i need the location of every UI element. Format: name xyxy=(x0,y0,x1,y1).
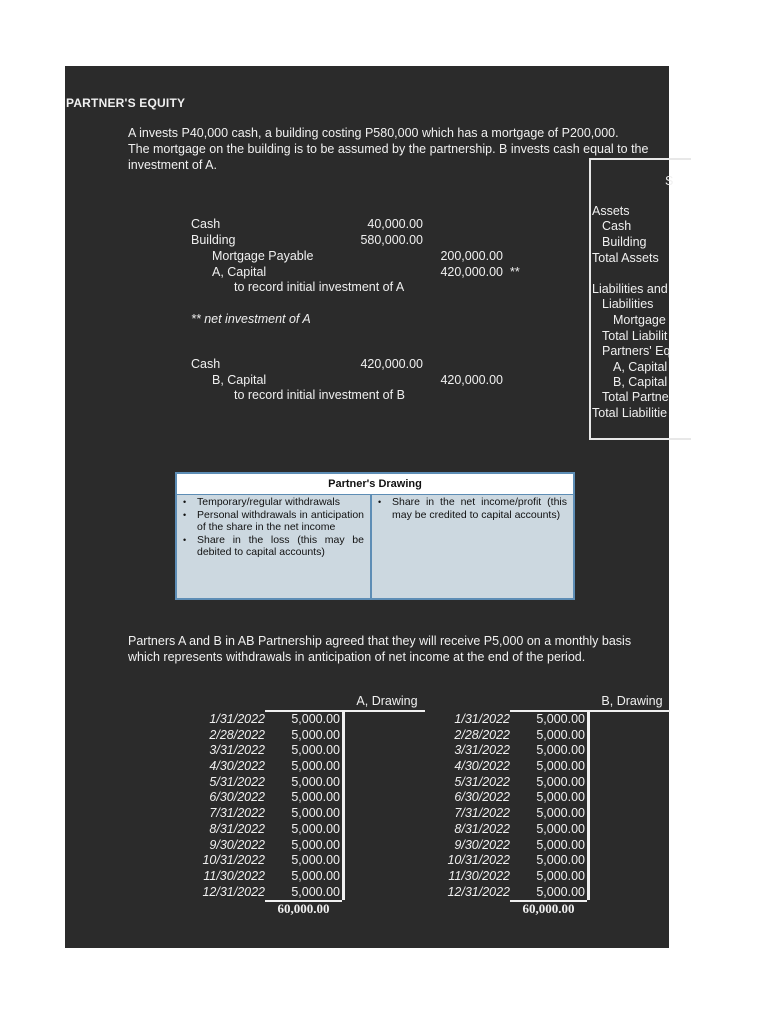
t-account-amount: 5,000.00 xyxy=(536,821,585,836)
intro-line-1: A invests P40,000 cash, a building costing P580,000 which has a mortgage of P200,000. xyxy=(128,126,619,140)
t-account-date: 8/31/2022 xyxy=(454,821,510,836)
t-account-date: 9/30/2022 xyxy=(454,837,510,852)
journal-account: Mortgage Payable xyxy=(212,249,314,263)
t-account-date: 2/28/2022 xyxy=(454,727,510,742)
t-account-date: 7/31/2022 xyxy=(209,806,265,821)
drawing-table-header: Partner's Drawing xyxy=(177,474,573,495)
bs-line: Assets xyxy=(592,204,630,218)
partners-drawing-table xyxy=(175,472,575,600)
t-account-amount: 5,000.00 xyxy=(291,774,340,789)
journal-account: B, Capital xyxy=(212,373,267,387)
t-account-amount: 5,000.00 xyxy=(291,868,340,883)
t-account-date: 11/30/2022 xyxy=(448,868,510,883)
intro-line-3: investment of A. xyxy=(128,158,217,172)
journal-footnote: ** net investment of A xyxy=(191,312,311,326)
t-account-date: 12/31/2022 xyxy=(202,884,265,899)
t-account-date: 6/30/2022 xyxy=(454,790,510,805)
withdrawals-line-1: Partners A and B in AB Partnership agreed that they will receive P5,000 on a monthly basis xyxy=(128,634,632,648)
t-account-date: 1/31/2022 xyxy=(454,712,510,726)
t-account-date: 5/31/2022 xyxy=(454,774,510,789)
t-account-date: 11/30/2022 xyxy=(203,868,265,883)
drawing-item: • Share in the loss (this may be debited to capital accounts) xyxy=(197,534,364,559)
balance-sheet-box xyxy=(589,158,691,440)
t-account-date: 9/30/2022 xyxy=(209,837,265,852)
t-account-amount: 5,000.00 xyxy=(536,759,585,774)
bs-line: Liabilities and xyxy=(592,282,668,296)
t-account-date: 10/31/2022 xyxy=(447,853,510,868)
t-account-title: B, Drawing xyxy=(601,694,663,708)
t-account-amount: 5,000.00 xyxy=(291,853,340,868)
t-account-amount: 5,000.00 xyxy=(536,806,585,821)
bs-line: A, Capital xyxy=(613,360,668,374)
t-account-amount: 5,000.00 xyxy=(536,837,585,852)
t-account-date: 7/31/2022 xyxy=(454,806,510,821)
t-account-date: 3/31/2022 xyxy=(454,743,510,758)
intro-line-2: The mortgage on the building is to be assumed by the partnership. B invests cash equal to the xyxy=(128,142,649,156)
bs-line: Total Liabilit xyxy=(602,329,668,343)
t-account-center-rule xyxy=(587,710,590,900)
t-account-amounts xyxy=(512,712,585,900)
journal-debit: 420,000.00 xyxy=(360,357,423,371)
journal-memo: to record initial investment of A xyxy=(234,280,405,294)
bs-line: Liabilities xyxy=(602,297,654,311)
t-account-amount: 5,000.00 xyxy=(536,868,585,883)
journal-account: A, Capital xyxy=(212,265,267,279)
t-account-date: 2/28/2022 xyxy=(209,727,265,742)
t-account-amount: 5,000.00 xyxy=(291,712,340,726)
t-account-amount: 5,000.00 xyxy=(291,743,340,758)
footnote-marker: ** xyxy=(510,265,520,279)
drawing-debit-column xyxy=(177,494,372,598)
bs-line: Cash xyxy=(602,219,632,233)
drawing-item: • Personal withdrawals in anticipation of the share in the net income xyxy=(197,509,364,534)
t-account-date: 6/30/2022 xyxy=(209,790,265,805)
bs-line: Total Partne xyxy=(602,390,669,404)
t-account-amount: 5,000.00 xyxy=(536,712,585,726)
journal-debit: 580,000.00 xyxy=(360,233,423,247)
t-account-amount: 5,000.00 xyxy=(536,853,585,868)
bs-line: Partners' Eq xyxy=(602,344,671,358)
t-account-amount: 5,000.00 xyxy=(291,821,340,836)
t-account-amount: 5,000.00 xyxy=(291,884,340,899)
bs-line: Total Assets xyxy=(592,251,659,265)
bs-line: Mortgage xyxy=(613,313,666,327)
t-account-amount: 5,000.00 xyxy=(536,790,585,805)
bs-line: Building xyxy=(602,235,647,249)
journal-credit: 420,000.00 xyxy=(440,265,503,279)
t-account-date: 5/31/2022 xyxy=(209,774,265,789)
t-account-total: 60,000.00 xyxy=(522,901,575,916)
journal-debit: 40,000.00 xyxy=(367,217,423,231)
journal-memo: to record initial investment of B xyxy=(234,388,405,402)
bs-line: Total Liabilitie xyxy=(592,406,668,420)
t-account-amount: 5,000.00 xyxy=(291,806,340,821)
t-account-amount: 5,000.00 xyxy=(291,759,340,774)
journal-credit: 200,000.00 xyxy=(440,249,503,263)
journal-credit: 420,000.00 xyxy=(440,373,503,387)
t-account-amounts xyxy=(267,712,340,900)
t-account-date: 3/31/2022 xyxy=(209,743,265,758)
t-account-amount: 5,000.00 xyxy=(536,727,585,742)
balance-sheet-header: S xyxy=(665,174,674,188)
t-account-amount: 5,000.00 xyxy=(536,884,585,899)
t-account-amount: 5,000.00 xyxy=(291,837,340,852)
bs-line: B, Capital xyxy=(613,375,668,389)
t-account-date: 8/31/2022 xyxy=(209,821,265,836)
journal-account: Cash xyxy=(191,357,221,371)
t-account-dates xyxy=(430,712,510,900)
spreadsheet-page xyxy=(65,66,674,948)
page-title: PARTNER'S EQUITY xyxy=(66,96,186,110)
t-account-total: 60,000.00 xyxy=(277,901,330,916)
t-account-amount: 5,000.00 xyxy=(536,743,585,758)
t-account-center-rule xyxy=(342,710,345,900)
t-account-amount: 5,000.00 xyxy=(536,774,585,789)
journal-account: Building xyxy=(191,233,236,247)
t-account-title: A, Drawing xyxy=(356,694,418,708)
t-account-date: 10/31/2022 xyxy=(202,853,265,868)
t-account-amount: 5,000.00 xyxy=(291,727,340,742)
t-account-date: 4/30/2022 xyxy=(454,759,510,774)
t-account-amount: 5,000.00 xyxy=(291,790,340,805)
t-account-dates xyxy=(185,712,265,900)
t-account-date: 12/31/2022 xyxy=(447,884,510,899)
t-account-date: 4/30/2022 xyxy=(209,759,265,774)
t-account-date: 1/31/2022 xyxy=(209,712,265,726)
drawing-item: • Share in the net income/profit (this may be credited to capital accounts) xyxy=(392,496,567,521)
drawing-credit-column xyxy=(372,494,573,598)
journal-account: Cash xyxy=(191,217,221,231)
withdrawals-line-2: which represents withdrawals in anticipation of net income at the end of the period. xyxy=(128,650,586,664)
drawing-item: • Temporary/regular withdrawals xyxy=(197,496,364,509)
